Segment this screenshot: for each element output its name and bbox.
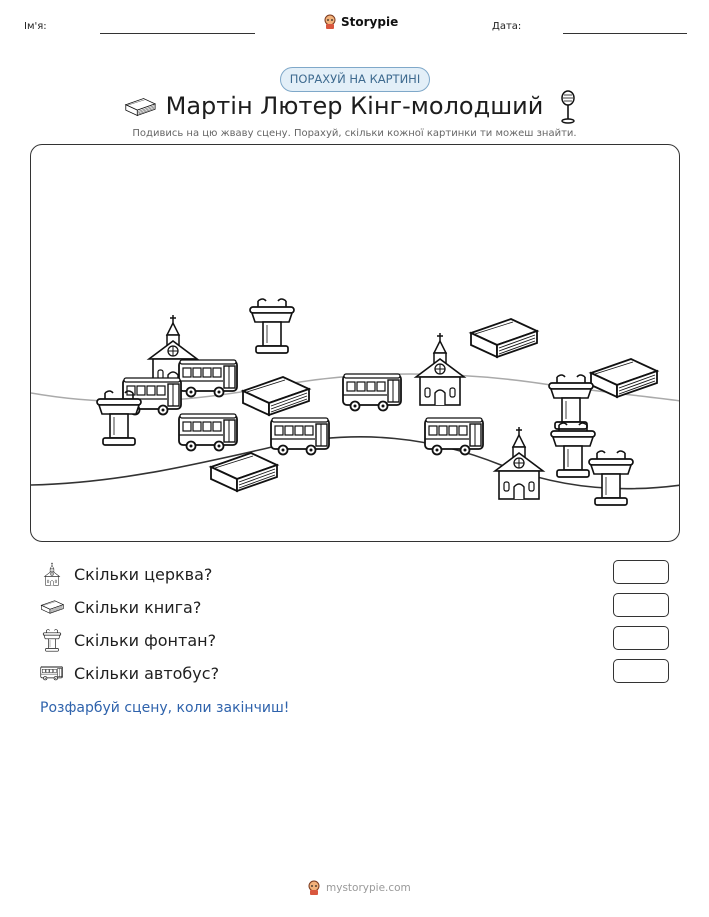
answer-box-book[interactable]: [613, 593, 669, 617]
scene-bus-icon: [179, 414, 237, 451]
question-church: [40, 561, 212, 587]
question-text: Скільки фонтан?: [74, 630, 217, 650]
question-text: Скільки церква?: [74, 564, 213, 584]
scene-bus-icon: [271, 418, 329, 455]
scene-bus-icon: [425, 418, 483, 455]
storypie-mascot-icon: [307, 880, 321, 896]
scene-fountain-icon: [250, 299, 294, 353]
question-bus: [40, 660, 219, 686]
scene-church-icon: [495, 427, 543, 499]
page-title: Мартін Лютер Кінг-молодший: [165, 92, 544, 120]
brand-name: Storypie: [341, 15, 399, 29]
scene-bus-icon: [179, 360, 237, 397]
coloring-note: Розфарбуй сцену, коли закінчиш!: [40, 700, 290, 716]
footer: [307, 880, 411, 896]
scene-bus-icon: [343, 374, 401, 411]
scene-fountain-icon: [549, 375, 593, 429]
answer-box-church[interactable]: [613, 560, 669, 584]
answer-box-bus[interactable]: [613, 659, 669, 683]
activity-badge: ПОРАХУЙ НА КАРТИНІ: [280, 67, 430, 92]
bus-icon: [40, 661, 64, 685]
date-field-line[interactable]: [563, 33, 687, 34]
scene-fountain-icon: [551, 423, 595, 477]
storypie-mascot-icon: [323, 14, 337, 30]
instructions: Подивись на цю жваву сцену. Порахуй, скільки кожної картинки ти можеш знайти.: [132, 128, 577, 139]
question-text: Скільки автобус?: [74, 663, 220, 683]
book-icon: [40, 595, 64, 619]
answer-box-fountain[interactable]: [613, 626, 669, 650]
scene-book-icon: [471, 319, 537, 357]
brand-logo: [323, 14, 398, 30]
question-fountain: [40, 627, 216, 653]
scene-fountain-icon: [97, 391, 141, 445]
church-icon: [40, 562, 64, 586]
microphone-icon: [558, 90, 578, 124]
date-label: Дата:: [492, 21, 522, 32]
name-field-line[interactable]: [100, 33, 255, 34]
question-text: Скільки книга?: [74, 597, 202, 617]
name-label: Ім'я:: [24, 21, 47, 32]
counting-scene: [30, 144, 680, 542]
fountain-icon: [40, 628, 64, 652]
scene-fountain-icon: [589, 451, 633, 505]
scene-church-icon: [416, 333, 464, 405]
question-book: [40, 594, 201, 620]
footer-url[interactable]: mystorypie.com: [326, 882, 411, 894]
